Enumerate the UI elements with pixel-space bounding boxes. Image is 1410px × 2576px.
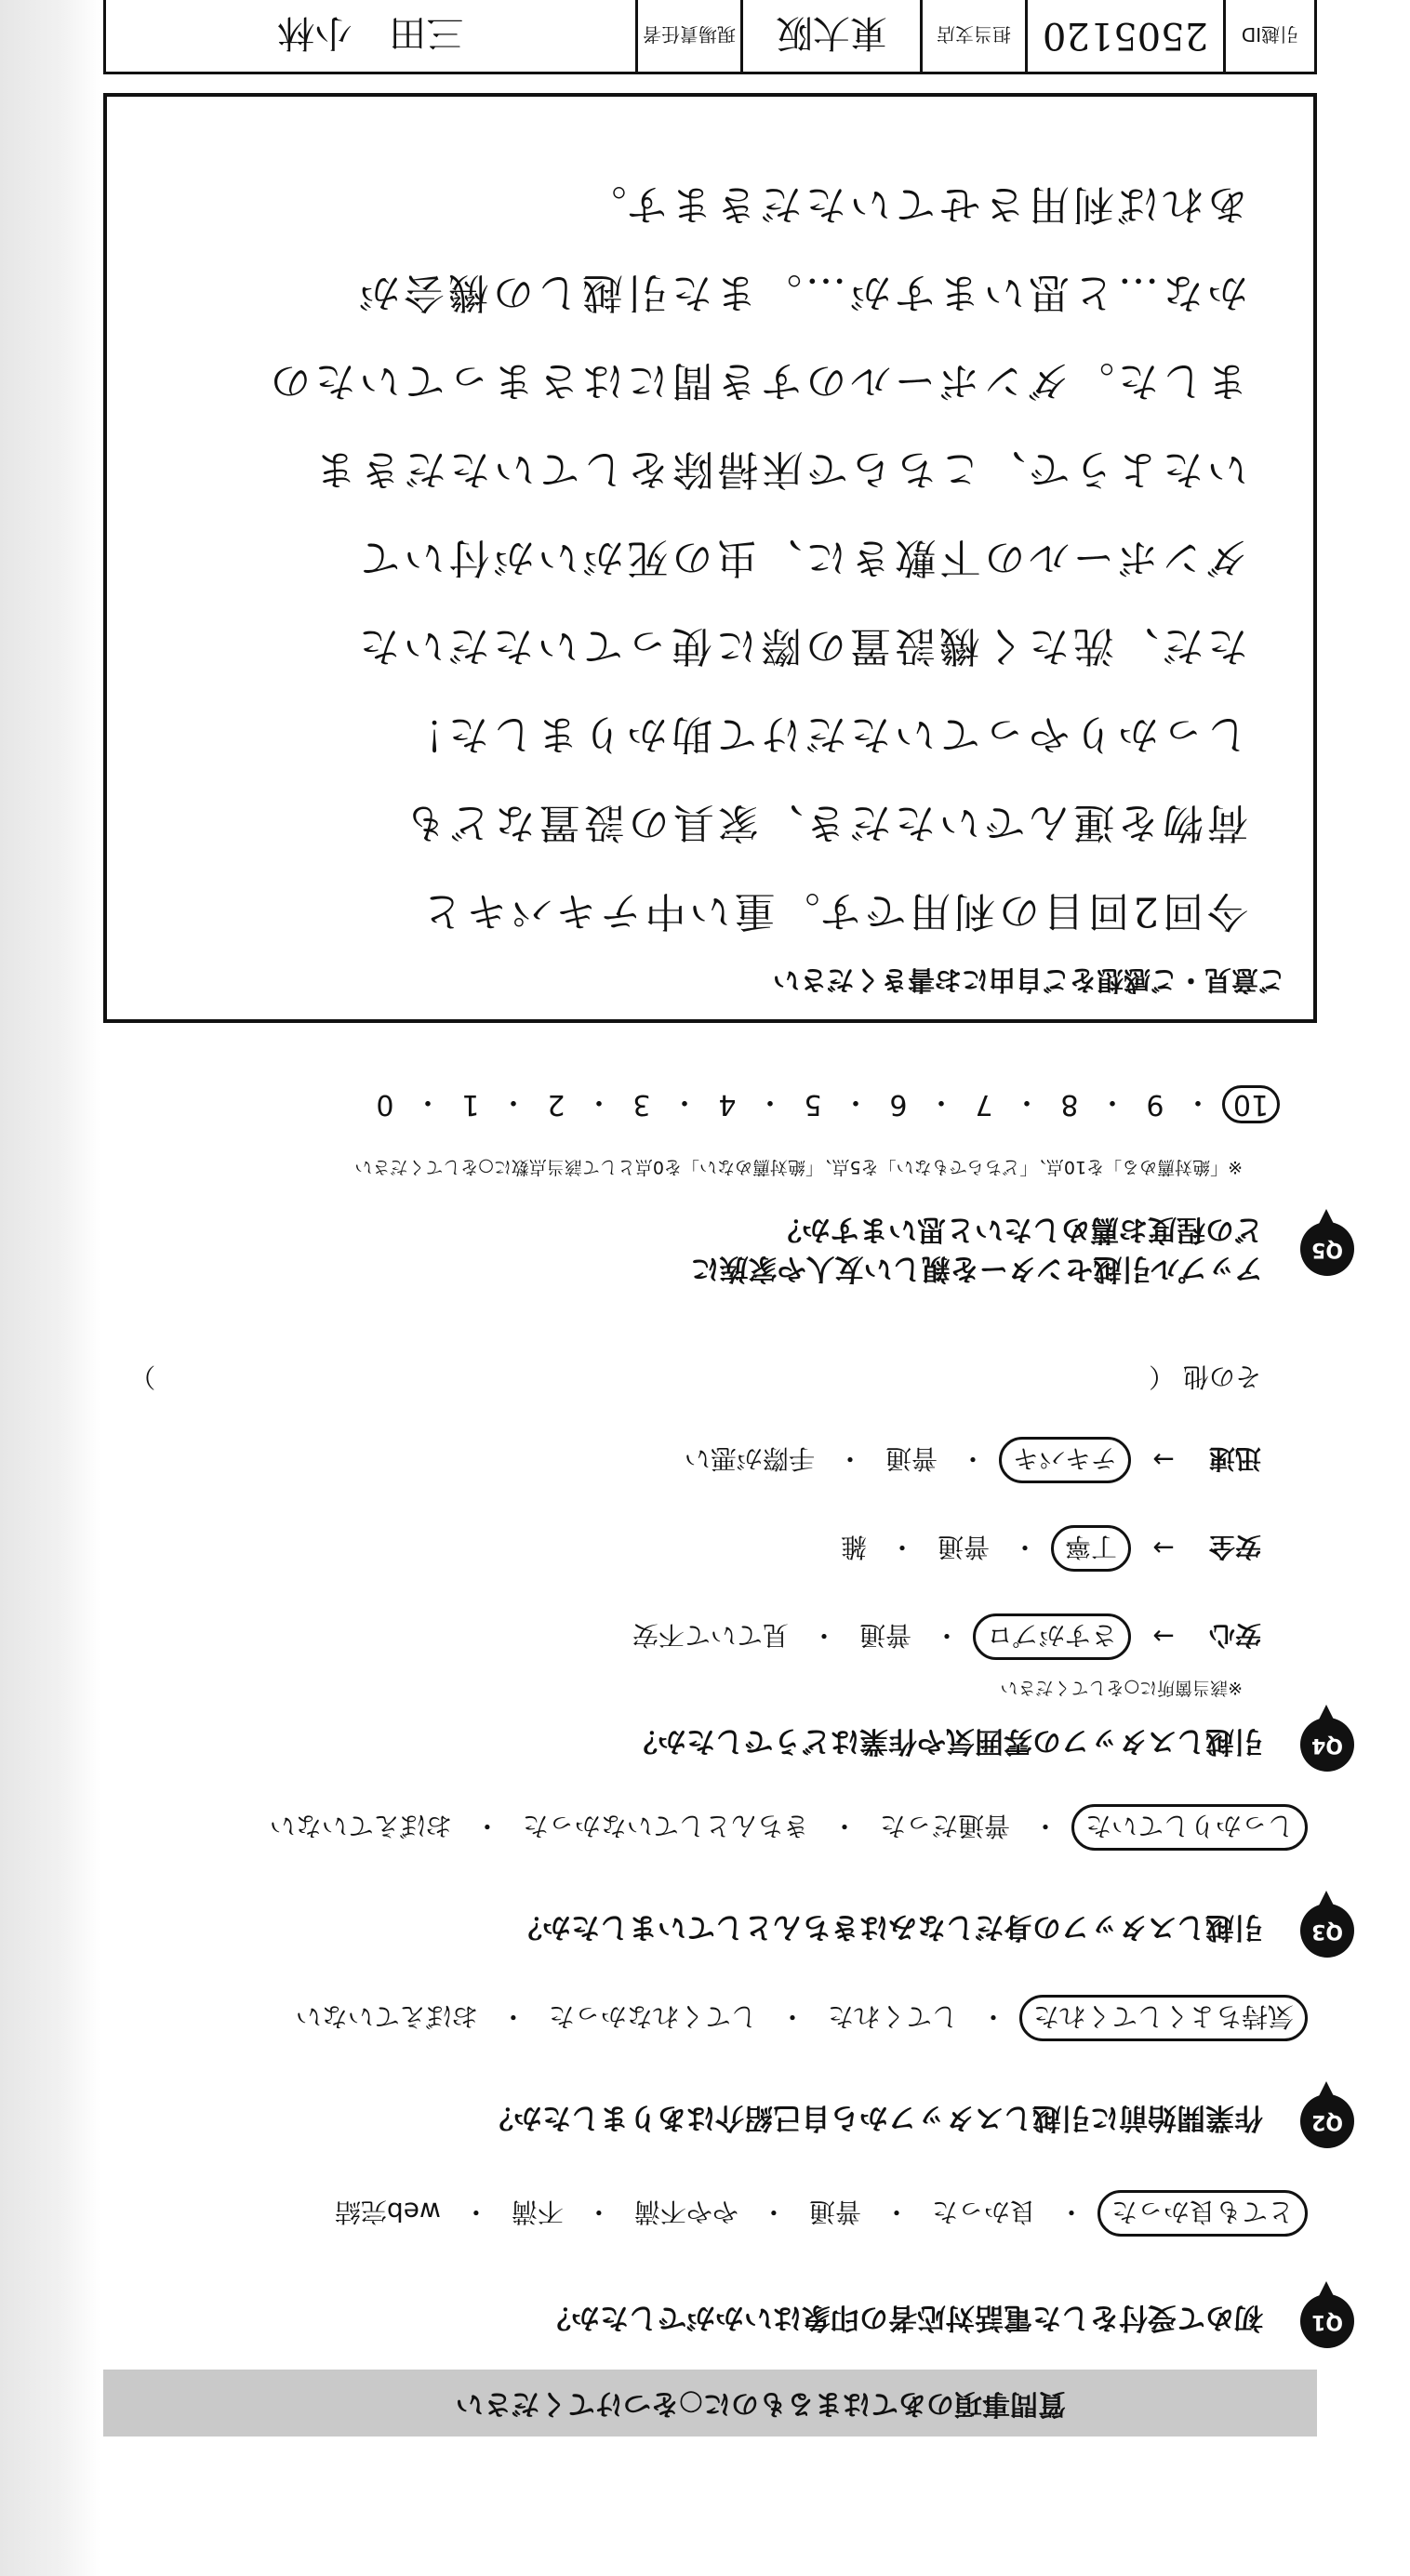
q5-scale: 10 ・ 9 ・ 8 ・ 7 ・ 6 ・ 5 ・ 4 ・ 3 ・ 2 ・ 1 ・ 0 [366, 1084, 1280, 1125]
arrow-right-icon: → [1152, 1444, 1175, 1476]
q4-row [629, 1718, 1354, 1772]
scan-edge [0, 0, 100, 2576]
q1-option-1[interactable]: とても良かった [1097, 2190, 1308, 2237]
q4-row-1-option-2[interactable]: 普通 [858, 1620, 911, 1651]
comment-line-4: ただ、洗たく機設置の際に使っていただいた [355, 622, 1248, 670]
q4-note: ※該当箇所に○をしてください [1000, 1678, 1243, 1698]
q4-row-3-label: 迅速 [1208, 1443, 1261, 1474]
q5-text-line-1: アップル引越センターを親しい友人や家族に [690, 1252, 1263, 1285]
q4-row-1-label: 安心 [1208, 1620, 1261, 1651]
q4-row-3-option-2[interactable]: 普通 [885, 1443, 938, 1474]
q3-text: 引越しスタッフの身だしなみはきちんとしていましたか？ [513, 1910, 1263, 1945]
comment-line-9: あれば利用させていただきます。 [581, 180, 1248, 228]
q5-score-6[interactable]: 6 [889, 1088, 908, 1122]
q1-option-2[interactable]: 良かった [931, 2197, 1036, 2227]
arrow-right-icon: → [1152, 1621, 1175, 1653]
leader-value[interactable]: 三田 小林 [277, 11, 464, 54]
q4-row-anshin: 安心 → さすがプロ ・ 普通 ・ 見ていて不安 [623, 1613, 1261, 1660]
q2-text: 作業開始前に引越しスタッフから自己紹介はありましたか？ [485, 2101, 1263, 2135]
instruction-banner: 質問事項のあてはまるものに○をつけてください [103, 2370, 1317, 2437]
id-table [103, 0, 1317, 74]
q3-option-1[interactable]: しっかりしていた [1071, 1804, 1308, 1851]
q3-badge: Q3 [1300, 1904, 1354, 1958]
q4-text: 引越しスタッフの雰囲気や作業はどうでしたか？ [629, 1724, 1263, 1759]
q3-option-3[interactable]: きちんとしていなかった [522, 1811, 809, 1841]
q2-option-3[interactable]: してくれなかった [548, 2001, 757, 2032]
q2-option-1[interactable]: 気持ちよくしてくれた [1019, 1995, 1308, 2041]
q3-options: しっかりしていた ・ 普通だった ・ きちんとしていなかった ・ おぼえていない [260, 1804, 1308, 1851]
q5-score-7[interactable]: 7 [975, 1088, 993, 1122]
comments-box[interactable] [103, 93, 1317, 1023]
q4-row-anzen: 安全 → 丁寧 ・ 普通 ・ 雑 [831, 1525, 1261, 1572]
q1-option-6[interactable]: web完結 [334, 2197, 441, 2227]
q5-badge: Q5 [1300, 1222, 1354, 1276]
q4-row-2-label: 安全 [1208, 1532, 1261, 1562]
q5-score-1[interactable]: 1 [461, 1088, 480, 1122]
q2-row [485, 2094, 1354, 2148]
q4-row-3-option-1[interactable]: テキパキ [999, 1437, 1131, 1483]
q5-row [691, 1210, 1354, 1288]
q3-option-4[interactable]: おぼえていない [269, 1811, 452, 1841]
branch-label: 担当支店 [920, 0, 1025, 72]
q5-score-3[interactable]: 3 [632, 1088, 651, 1122]
q5-score-10[interactable]: 10 [1222, 1086, 1280, 1124]
q2-options: 気持ちよくしてくれた ・ してくれた ・ してくれなかった ・ おぼえていない [286, 1995, 1308, 2041]
q5-score-9[interactable]: 9 [1146, 1088, 1164, 1122]
q4-row-jinsoku: 迅速 → テキパキ ・ 普通 ・ 手際が悪い [675, 1437, 1261, 1483]
q5-note: ※「絶対薦める」を10点、「どちらでもない」を5点、「絶対薦めない」を0点として該当点数に○をしてください [354, 1157, 1243, 1177]
q5-score-2[interactable]: 2 [547, 1088, 565, 1122]
q1-options: とても良かった ・ 良かった ・ 普通 ・ やや不満 ・ 不満 ・ web完結 [326, 2190, 1308, 2237]
q2-option-2[interactable]: してくれた [827, 2001, 958, 2032]
q4-badge: Q4 [1300, 1718, 1354, 1772]
q1-badge: Q1 [1300, 2294, 1354, 2348]
comment-line-8: かな…と思いますが…。また引越しの機会が [355, 269, 1248, 316]
comment-line-6: いたようで、こちらで床掃除をしていただきま [312, 445, 1248, 493]
q1-option-5[interactable]: 不満 [511, 2197, 564, 2227]
comment-line-1: 今回2回目の利用です。重い中テキパキと [418, 887, 1248, 935]
comment-line-7: ました。ダンボールのすき間にはさまっていたの [266, 357, 1248, 405]
q1-text: 初めて受付をした電話対応者の印象はいかがでしたか？ [542, 2301, 1263, 2335]
q5-text [691, 1210, 1263, 1288]
q4-row-2-option-3[interactable]: 雑 [840, 1532, 867, 1562]
q4-other-close: ） [129, 1361, 156, 1392]
q3-row [513, 1904, 1354, 1958]
q2-badge: Q2 [1300, 2094, 1354, 2148]
id-label: 引越ID [1223, 0, 1314, 72]
q4-row-2-option-1[interactable]: 丁寧 [1051, 1525, 1131, 1572]
q5-score-8[interactable]: 8 [1060, 1088, 1079, 1122]
q4-row-1-option-1[interactable]: さすがプロ [973, 1613, 1131, 1660]
arrow-right-icon: → [1152, 1533, 1175, 1564]
q5-score-5[interactable]: 5 [804, 1088, 822, 1122]
leader-label: 現場責任者 [635, 0, 740, 72]
id-value[interactable]: 2505120 [1025, 0, 1223, 72]
q5-score-0[interactable]: 0 [376, 1088, 394, 1122]
q1-option-4[interactable]: やや不満 [633, 2197, 738, 2227]
q4-other-open: （ [1149, 1361, 1176, 1392]
q4-row-3-option-3[interactable]: 手際が悪い [684, 1443, 815, 1474]
branch-value[interactable]: 東大阪 [740, 0, 920, 72]
q1-row [542, 2294, 1354, 2348]
q1-option-3[interactable]: 普通 [808, 2197, 861, 2227]
q5-score-4[interactable]: 4 [718, 1088, 737, 1122]
comment-line-3: しっかりやっていただけて助かりました！ [400, 710, 1248, 758]
q4-row-2-option-2[interactable]: 普通 [937, 1532, 990, 1562]
comment-line-2: 荷物を運んでいただき、家具の設置なども [401, 799, 1248, 846]
q4-row-1-option-3[interactable]: 見ていて不安 [632, 1620, 789, 1651]
q3-option-2[interactable]: 普通だった [879, 1811, 1010, 1841]
q4-other-label: その他 [1182, 1361, 1261, 1392]
q2-option-4[interactable]: おぼえていない [295, 2001, 478, 2032]
q4-other [129, 1360, 1261, 1397]
q5-text-line-2: どの程度お薦めしたいと思いますか？ [773, 1213, 1263, 1246]
comment-line-5: ダンボールの下敷きに、虫の死がいが付いて [355, 534, 1248, 581]
comments-heading: ご意見・ご感想をご自由にお書きください [772, 964, 1285, 996]
